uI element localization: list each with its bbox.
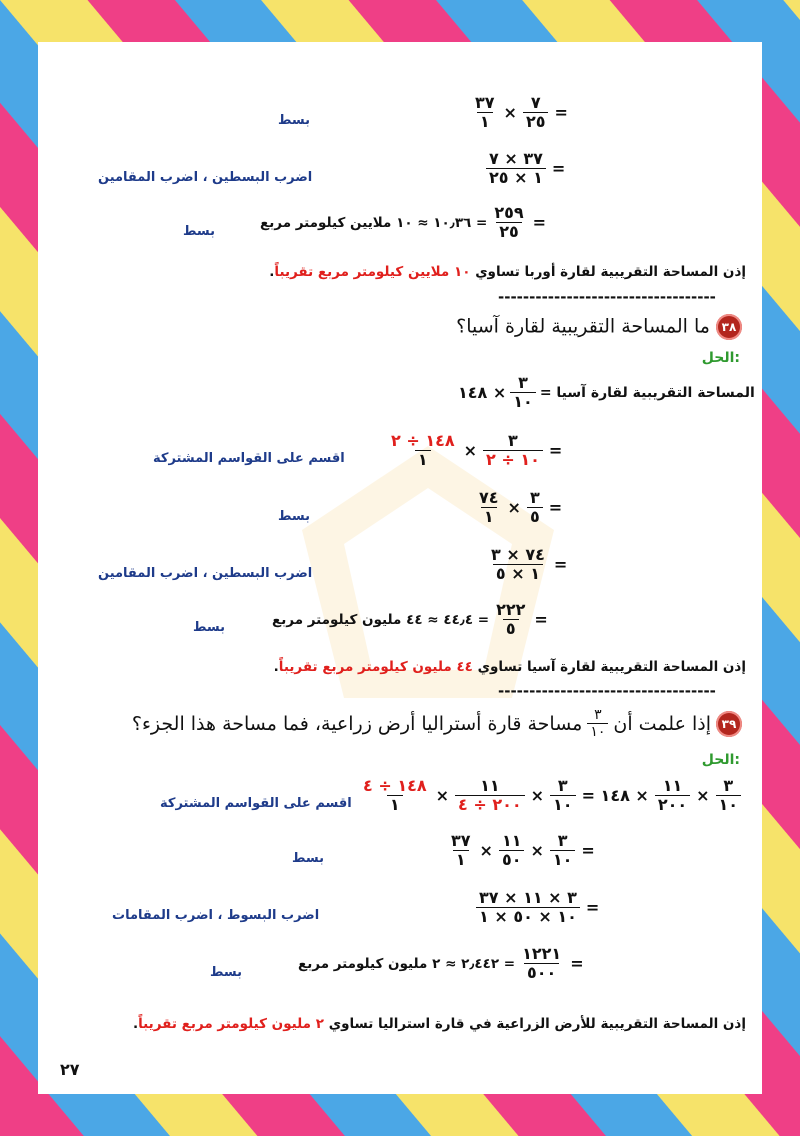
fraction: $\frac{١٢٢١}{٥٠٠}$ bbox=[522, 944, 562, 983]
fraction: $\frac{٣٧}{١}$ bbox=[451, 831, 471, 870]
question-number-badge: ٣٨ bbox=[716, 314, 742, 340]
fraction: $\frac{٣٧ \times ٧}{١ \times ٢٥}$ bbox=[486, 150, 546, 188]
note-divide-common: اقسم على القواسم المشتركة bbox=[160, 796, 352, 811]
fraction: $\frac{١٤٨ \div ٤}{١}$ bbox=[363, 776, 427, 815]
block1-conclusion: إذن المساحة التقريبية لقارة أوربا تساوي ١٠ ملايين كيلومتر مربع تقريباً. bbox=[269, 264, 746, 280]
q38-eq5: = $\frac{٢٢٢}{٥}$ = ٤٤٫٤ ≈ ٤٤ مليون كيلومتر مربع bbox=[272, 600, 548, 639]
separator: ----------------------------------- bbox=[498, 288, 716, 306]
fraction: $\frac{١٤٨ \div ٢}{١}$ bbox=[391, 431, 455, 470]
q38-eq4: $\frac{٧٤ \times ٣}{١ \times ٥}$ = bbox=[488, 546, 569, 584]
fraction: $\frac{٣}{١٠}$ bbox=[587, 707, 608, 740]
note-multiply: اضرب البسطين ، اضرب المقامين bbox=[98, 566, 313, 581]
fraction: $\frac{٧}{٢٥}$ bbox=[523, 94, 549, 132]
fraction: $\frac{٣}{١٠}$ bbox=[550, 832, 576, 870]
q38-eq2: $\frac{١٤٨ \div ٢}{١}$ × $\frac{٣}{١٠ \div ٢}$ = bbox=[388, 432, 564, 470]
fraction: $\frac{١١}{٢٠٠}$ bbox=[655, 777, 690, 815]
fraction: $\frac{٣}{١٠}$ bbox=[550, 777, 576, 815]
fraction: $\frac{١١}{٢٠٠ \div ٤}$ bbox=[455, 777, 525, 815]
q39-conclusion: إذن المساحة التقريبية للأرض الزراعية في قارة استراليا تساوي ٢ مليون كيلومتر مربع تقريباً. bbox=[132, 1016, 746, 1032]
separator: ----------------------------------- bbox=[498, 682, 716, 700]
fraction: $\frac{٧٤ \times ٣}{١ \times ٥}$ bbox=[491, 545, 545, 584]
note-simplify: بسط bbox=[193, 620, 226, 635]
q38-conclusion: إذن المساحة التقريبية لقارة آسيا تساوي ٤٤ مليون كيلومتر مربع تقريباً. bbox=[273, 659, 746, 675]
q39-eq3: $\frac{٣ \times ١١ \times ٣٧}{١٠ \times ٥٠ \times ١}$ = bbox=[476, 889, 601, 927]
q39-eq4: = $\frac{١٢٢١}{٥٠٠}$ = ٢٫٤٤٢ ≈ ٢ مليون كيلومتر مربع bbox=[298, 944, 584, 983]
fraction: $\frac{٣}{١٠ \div ٢}$ bbox=[483, 432, 543, 470]
question-39-title: ٣٩ إذا علمت أن $\frac{٣}{١٠}$ مساحة قارة أستراليا أرض زراعية، فما مساحة هذا الجزء؟ bbox=[132, 707, 742, 740]
fraction: $\frac{٢٥٩}{٢٥}$ bbox=[494, 203, 524, 242]
note-simplify: بسط bbox=[183, 224, 216, 239]
question-38-title: ٣٨ ما المساحة التقريبية لقارة آسيا؟ bbox=[456, 314, 742, 340]
fraction: $\frac{٣٧}{١}$ bbox=[475, 93, 495, 132]
question-number-badge: ٣٩ bbox=[716, 711, 742, 737]
q39-eq1: $\frac{٣}{١٠}$ × $\frac{١١}{٢٠٠}$ × ١٤٨ = $\frac{٣}{١٠}$ × $\frac{١١}{٢٠٠ \div ٤}$ × $\frac{١٤٨ \div ٤}{١}$ bbox=[360, 777, 741, 815]
q38-eq3: $\frac{٧٤}{١}$ × $\frac{٣}{٥}$ = bbox=[476, 489, 564, 527]
fraction: $\frac{٣}{١٠}$ bbox=[716, 777, 742, 815]
fraction: $\frac{٣}{١٠}$ bbox=[510, 374, 536, 412]
note-divide-common: اقسم على القواسم المشتركة bbox=[153, 451, 345, 466]
solution-label: الحل: bbox=[701, 752, 740, 768]
note-simplify: بسط bbox=[292, 851, 325, 866]
fraction: $\frac{٣ \times ١١ \times ٣٧}{١٠ \times ٥٠ \times ١}$ bbox=[476, 889, 580, 927]
block1-eq3: = $\frac{٢٥٩}{٢٥}$ = ١٠٫٣٦ ≈ ١٠ ملايين كيلومتر مربع bbox=[260, 203, 547, 242]
solution-label: الحل: bbox=[701, 350, 740, 366]
note-multiply: اضرب البسطين ، اضرب المقامين bbox=[98, 170, 313, 185]
note-simplify: بسط bbox=[210, 965, 243, 980]
fraction: $\frac{٧٤}{١}$ bbox=[479, 488, 499, 527]
fraction: $\frac{١١}{٥٠}$ bbox=[499, 832, 525, 870]
note-simplify: بسط bbox=[278, 113, 311, 128]
block1-eq1: $\frac{٣٧}{١}$ × $\frac{٧}{٢٥}$ = bbox=[472, 94, 570, 132]
q39-eq2: $\frac{٣٧}{١}$ × $\frac{١١}{٥٠}$ × $\frac{٣}{١٠}$ = bbox=[448, 832, 597, 870]
q38-eq1: المساحة التقريبية لقارة آسيا = $\frac{٣}{١٠}$ × ١٤٨ bbox=[458, 373, 755, 412]
page-number: ٢٧ bbox=[60, 1060, 80, 1079]
fraction: $\frac{٣}{٥}$ bbox=[527, 489, 543, 527]
note-simplify: بسط bbox=[278, 509, 311, 524]
note-multiply: اضرب البسوط ، اضرب المقامات bbox=[112, 908, 320, 923]
fraction: $\frac{٢٢٢}{٥}$ bbox=[496, 600, 526, 639]
block1-eq2: $\frac{٣٧ \times ٧}{١ \times ٢٥}$ = bbox=[486, 150, 567, 188]
